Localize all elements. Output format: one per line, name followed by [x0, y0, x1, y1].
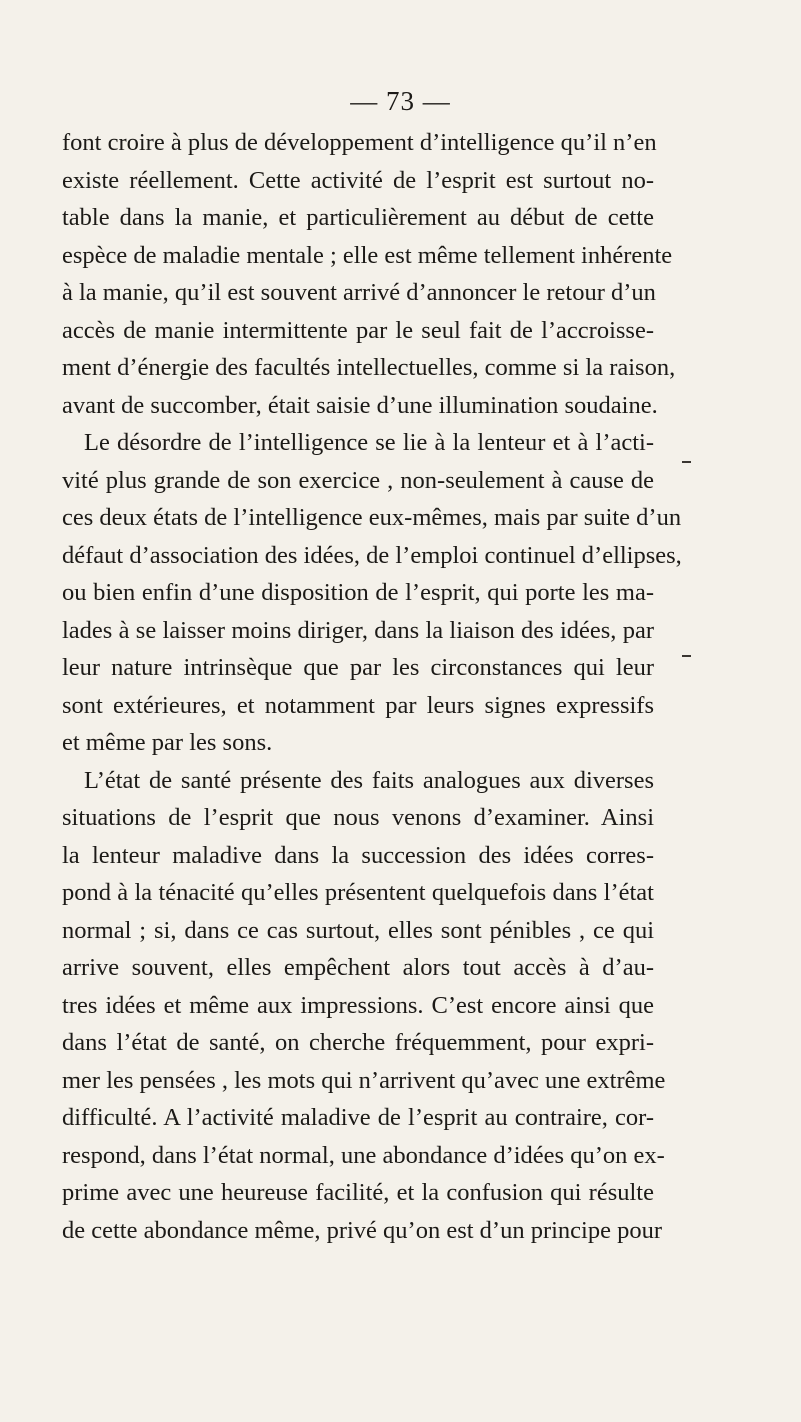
text-line: défaut d’association des idées, de l’emploi continuel d’ellipses,	[62, 541, 682, 569]
text-line: leur nature intrinsèque que par les circonstances qui leur	[62, 654, 654, 681]
text-line: normal ; si, dans ce cas surtout, elles sont pénibles , ce qui	[62, 916, 654, 944]
text-line: L’état de santé présente des faits analogues aux diverses	[84, 766, 654, 794]
text-line: respond, dans l’état normal, une abondance d’idées qu’on ex-	[62, 1141, 665, 1169]
text-line: de cette abondance même, privé qu’on est d’un principe pour	[62, 1216, 663, 1244]
text-line: arrive souvent, elles empêchent alors tout accès à d’au-	[62, 954, 654, 981]
text-line: ces deux états de l’intelligence eux-mêmes, mais par suite d’un	[62, 504, 682, 531]
text-line: accès de manie intermittente par le seul fait de l’accroisse-	[62, 316, 654, 344]
text-line: vité plus grande de son exercice , non-seulement à cause de	[62, 466, 654, 494]
paragraph-2	[62, 424, 682, 762]
text-line: à la manie, qu’il est souvent arrivé d’annoncer le retour d’un	[62, 279, 656, 306]
text-line: Le désordre de l’intelligence se lie à la lenteur et à l’acti-	[84, 429, 654, 456]
text-line: font croire à plus de développement d’intelligence qu’il n’en	[62, 129, 657, 156]
text-line: table dans la manie, et particulièrement au début de cette	[62, 204, 654, 231]
text-line: ou bien enfin d’une disposition de l’esprit, qui porte les ma-	[62, 579, 654, 606]
text-line: la lenteur maladive dans la succession des idées corres-	[62, 841, 654, 869]
text-line: existe réellement. Cette activité de l’esprit est surtout no-	[62, 166, 654, 194]
text-line: dans l’état de santé, on cherche fréquemment, pour expri-	[62, 1029, 654, 1056]
text-line: difficulté. A l’activité maladive de l’esprit au contraire, cor-	[62, 1104, 654, 1131]
body-text	[62, 124, 682, 1249]
margin-mark	[682, 461, 691, 463]
text-line: pond à la ténacité qu’elles présentent quelquefois dans l’état	[62, 879, 654, 906]
text-line: sont extérieures, et notamment par leurs signes expressifs	[62, 691, 654, 719]
paragraph-3	[62, 762, 666, 1250]
paragraph-1	[62, 124, 676, 424]
text-line: et même par les sons.	[62, 729, 273, 756]
text-line: prime avec une heureuse facilité, et la confusion qui résulte	[62, 1179, 654, 1206]
text-line: espèce de maladie mentale ; elle est même tellement inhérente	[62, 241, 673, 269]
margin-mark	[682, 655, 691, 657]
text-line: mer les pensées , les mots qui n’arrivent qu’avec une extrême	[62, 1066, 666, 1094]
text-line: tres idées et même aux impressions. C’est encore ainsi que	[62, 991, 654, 1019]
text-line: lades à se laisser moins diriger, dans la liaison des idées, par	[62, 616, 654, 644]
text-line: ment d’énergie des facultés intellectuelles, comme si la raison,	[62, 354, 676, 381]
page-number: — 73 —	[350, 86, 451, 116]
text-line: situations de l’esprit que nous venons d’examiner. Ainsi	[62, 804, 654, 831]
text-line: avant de succomber, était saisie d’une illumination soudaine.	[62, 391, 658, 419]
